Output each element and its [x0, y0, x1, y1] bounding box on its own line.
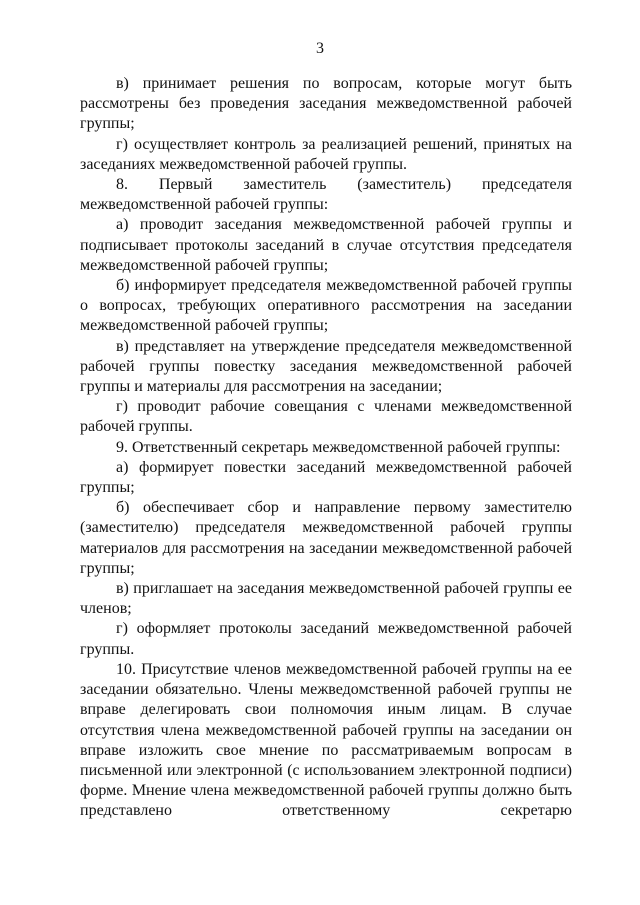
paragraph-8-g: г) проводит рабочие совещания с членами межведомственной рабочей группы. [80, 398, 572, 436]
page-number: 3 [316, 40, 324, 57]
paragraph-10: 10. Присутствие членов межведомственной рабочей группы на ее заседании обязательно. Члены межведомственной рабочей группы не вправе делегировать свои полномочия иным лицам. В случае отсутствия члена межведомственной рабочей группы на заседании он вправе изложить свое мнение по рассматриваемым вопросам в письменной или электронной (с использованием электронной подписи) форме. Мнение члена межведомственной рабочей группы должно быть представлено ответственному секретарю [80, 660, 572, 820]
paragraph-8-v: в) представляет на утверждение председателя межведомственной рабочей группы повестку заседания межведомственной рабочей группы и материалы для рассмотрения на заседании; [80, 337, 572, 396]
paragraph-8-a: а) проводит заседания межведомственной рабочей группы и подписывает протоколы заседаний в случае отсутствия председателя межведомственной рабочей группы; [80, 216, 572, 274]
paragraph-8-b: б) информирует председателя межведомственной рабочей группы о вопросах, требующих оперативного рассмотрения на заседании межведомственной рабочей группы; [80, 277, 572, 335]
paragraph-1-g: г) осуществляет контроль за реализацией решений, принятых на заседаниях межведомственной рабочей группы. [80, 135, 572, 173]
paragraph-9-g: г) оформляет протоколы заседаний межведомственной рабочей группы. [80, 620, 572, 658]
paragraph-9-b: б) обеспечивает сбор и направление первому заместителю (заместителю) председателя межведомственной рабочей группы материалов для рассмотрения на заседании межведомственной рабочей группы; [80, 499, 572, 577]
paragraph-8: 8. Первый заместитель (заместитель) председателя межведомственной рабочей группы: [80, 176, 572, 214]
paragraph-9: 9. Ответственный секретарь межведомственной рабочей группы: [116, 438, 561, 456]
paragraph-9-v: в) приглашает на заседания межведомственной рабочей группы ее членов; [80, 580, 572, 618]
paragraph-9-a: а) формирует повестки заседаний межведомственной рабочей группы; [80, 458, 572, 497]
document-body [80, 74, 572, 822]
paragraph-1-v: в) принимает решения по вопросам, которые могут быть рассмотрены без проведения заседания межведомственной рабочей группы; [80, 75, 572, 133]
